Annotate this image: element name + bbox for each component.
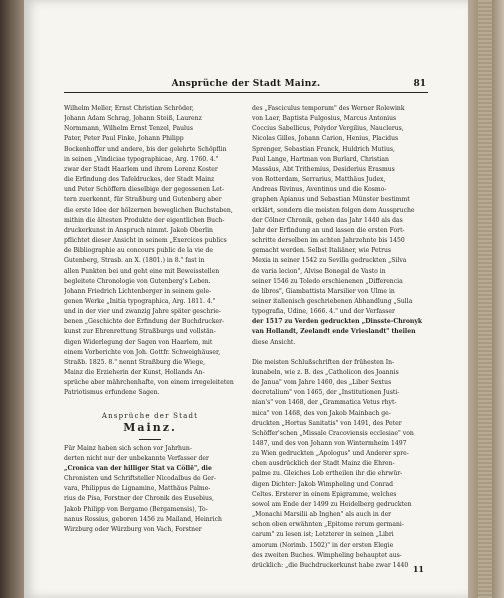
text-line: Paul Lange, Hartman von Burlard, Christian [252, 155, 389, 163]
text-line: mithin die ältesten Produkte der eigentlichen Buch- [64, 216, 225, 224]
text-line: begleitete Chronologie von Gutenberg's Leben. [64, 277, 211, 285]
text-line: Wilhelm Meller, Ernst Christian Schröder, [64, 105, 194, 112]
text-line: Mainz die Erzieherin der Kunst, Hollands An- [64, 369, 205, 377]
page-number: 81 [413, 79, 426, 89]
text-line: genen Werke „Initia typographica, Arg. 1811. 4." [64, 297, 216, 305]
text-line: chen ausdrücklich der Stadt Mainz die Ehren- [252, 460, 395, 468]
text-line: erklärt, sondern die meisten folgen dem Ausspruche [252, 206, 415, 214]
section-rule [139, 439, 161, 440]
right-column [252, 104, 424, 571]
text-line: amorum (Norimb. 1502)" in der ersten Elegie [252, 541, 394, 549]
text-line: Jahr der Erfindung an und lassen die ersten Fort- [252, 226, 405, 234]
book-page [24, 0, 468, 598]
left-column [64, 104, 236, 535]
text-line: „Monachi Marsilii ab Inghen" als auch in der [252, 511, 392, 519]
text-line: des „Fasciculus temporum" des Werner Rolewink [252, 105, 405, 112]
text-line: „Cronica van der hilliger Stat va Cöllē", die [64, 465, 212, 472]
text-line: Coccius Sabellicus, Polydor Vergilius, Nauclerus, [252, 125, 404, 133]
section-name: Mainz. [123, 420, 177, 434]
text-line: typografia, Udine, 1666. 4." und der Verfasser [252, 308, 395, 316]
text-line: seiner italienisch geschriebenen Abhandlung „Sulla [252, 297, 413, 305]
text-line: Celtes. Ersterer in einem Epigramme, welches [252, 490, 397, 498]
text-line: Bockenhoffer und andere, bis der gelehrte Schöpflin [64, 145, 227, 153]
text-line: Die meisten Schlußschriften der frühesten In- [252, 358, 395, 366]
text-line: 1487, und des von Johann von Wintermheim 1497 [252, 440, 407, 447]
left-column-text [64, 104, 236, 399]
text-line: Johann Friedrich Lichtenberger in seinem gele- [64, 287, 212, 295]
text-line: seiner 1546 zu Toledo erschienenen „Differencia [252, 277, 403, 285]
text-line: die Erfindung des Tafeldruckes, der Stadt Mainz [64, 176, 215, 184]
text-line: und in der vier und zwanzig Jahre später geschrie- [64, 308, 221, 316]
text-line: Normmann, Wilhelm Ernst Tenzel, Paulus [64, 125, 194, 133]
text-line: palme zu. Gleiches Lob ertheilen ihr die ehrwür- [252, 470, 403, 478]
text-line: de libros", Giambattista Marsilier von Ulme in [252, 287, 395, 295]
text-line: Wirzburg oder Würzburg von Vach, Forstner [64, 525, 202, 533]
text-line: digen Dichter: Jakob Wimpheling und Conrad [252, 480, 393, 488]
text-line: Nicolas Gilles, Johann Carion, Henius, Placidus [252, 135, 399, 143]
text-line: zu Wien gedruckten „Apologus" und Anderer spre- [252, 450, 409, 458]
text-line: druckten „Hortus Sanitatis" von 1491, des Peter [252, 419, 402, 427]
text-line [252, 348, 424, 358]
text-line: de varia lecion", Alvise Bonegal de Vasto in [252, 267, 386, 275]
text-line: und Peter Schöffern dieselbige der gegossenen Let- [64, 186, 225, 194]
text-line: des zweiten Buches. Wimpheling behauptet aus- [252, 551, 402, 559]
running-title: Ansprüche der Stadt Mainz. [171, 79, 321, 89]
text-line: allen Punkten bei und geht eine mit Beweisstellen [64, 267, 220, 275]
text-line: pflichtet dieser Ansicht in seinem „Exercices publics [64, 237, 227, 245]
text-line: diese Ansicht. [252, 338, 296, 346]
text-line: Mexia in seiner 1542 zu Sevilla gedruckten „Silva [252, 257, 407, 265]
text-line: Chronisten und Schriftsteller Nicodalbus de Ger- [64, 475, 217, 483]
text-line: digen Widerlegung der Sagen von Haarlem, mit [64, 338, 213, 346]
text-line: nanus Rossius, geboren 1456 zu Mailand, Heinrich [64, 515, 222, 523]
text-line: decretalium" von 1465, der „Institutionen Justi- [252, 389, 400, 397]
text-line: Sprenger, Sebastian Franck, Huldrich Mutius, [252, 145, 395, 153]
text-line: vara, Philippus de Lignamine, Matthäus Palme- [64, 485, 211, 493]
text-line: tern zuerkennt, für Straßburg und Gutenberg aber [64, 196, 222, 204]
text-line: von Rotterdam, Serrarius, Matthäus Judex, [252, 176, 386, 184]
text-line: kunabeln, wie z. B. des „Catholicon des Joannis [252, 368, 399, 376]
text-line: kunst zur Ehrenrettung Straßburgs und vollstän- [64, 328, 216, 336]
text-line: de Janua" vom Jahre 1460, des „Liber Sextus [252, 379, 392, 387]
text-line: Straßb. 1825. 8." nennt Straßburg die Wiege, [64, 358, 206, 366]
page-header [64, 78, 428, 93]
text-line: benen „Geschichte der Erfindung der Buchdrucker- [64, 318, 225, 326]
text-line: graphen Apianus und Sebastian Münster bestimmt [252, 196, 410, 204]
text-line: drücklich: „die Buchdruckerkunst habe zwar 1440 [252, 561, 409, 569]
text-line: sowol am Ende der 1499 zu Heidelberg gedruckten [252, 500, 412, 508]
text-line: in seinen „Vindiciae typographicae, Arg. 1760. 4." [64, 155, 219, 163]
text-line: sprüche aber mährchenhafte, von einem irregeleiteten [64, 379, 234, 387]
text-line: gemacht werden. Selbst Italiäner, wie Petrus [252, 247, 392, 255]
text-line: Gutenberg, Strasb. an X. (1801.) in 8." fast in [64, 257, 205, 265]
text-line: nian's" von 1468, der „Grammatica Vetus rhyt- [252, 399, 397, 407]
book-binding-left [0, 0, 24, 598]
text-line: Massäus, Abt Trithemius, Desiderius Erasmus [252, 165, 395, 173]
text-line: Pater, Peter Paul Finke, Johann Philipp [64, 135, 184, 143]
text-line: druckerkunst in Anspruch nimmt. Jakob Oberlin [64, 226, 213, 234]
text-line: Jakob Philipp von Bergamo (Bergamensis), To- [64, 505, 208, 513]
text-line: Patriotismus erfundene Sagen. [64, 389, 160, 397]
text-line: carum" zu lesen ist; Letzterer in seinen „Libri [252, 531, 394, 539]
text-line: van Hollandt, Zeelandt ende Vrieslandt" theilen [252, 328, 416, 336]
text-line: der Cölner Chronik, gehen das Jahr 1440 als das [252, 216, 403, 224]
book-edge-right [468, 0, 504, 598]
signature-mark: 11 [412, 564, 424, 574]
text-line: rius de Pisa, Forstner der Chronik des Eusebius, [64, 495, 214, 503]
right-column-text [252, 104, 424, 571]
text-line: die erste Idee der hölzernen beweglichen Buchstaben, [64, 206, 233, 214]
text-line: Johann Adam Schrag, Johann Steiß, Laurenz [64, 115, 202, 123]
text-line: derten nicht nur der unbekannte Verfasser der [64, 454, 209, 462]
left-column-text-bottom [64, 444, 236, 535]
text-line: von Laer, Baptista Fulgosius, Marcus Antonius [252, 115, 397, 123]
text-line: Schöffer'schen „Missale Cracoviensis ecclesiae" von [252, 429, 414, 437]
text-line: Für Mainz haben sich schon vor Jahrhun- [64, 444, 192, 452]
text-line: der 1517 zu Verden gedruckten „Dinsste-Chronyk [252, 318, 423, 326]
text-line: mica" von 1468, des von Jakob Mainbach ge- [252, 409, 391, 417]
text-line: schon oben erwähnten „Epitome rerum germani- [252, 521, 404, 529]
text-line: de Bibliographie au concours public de la vie de [64, 247, 213, 255]
text-line: einem Vorberichte von Joh. Gottfr. Schweighäuser, [64, 348, 221, 356]
text-line: zwar der Stadt Haarlem und ihrem Lorenz Koster [64, 165, 218, 173]
page-frame [64, 78, 428, 576]
section-heading: Ansprüche der Stadt [101, 411, 199, 420]
text-line: Andreas Rivinus, Aventinus und die Kosmo- [252, 186, 387, 194]
text-line: schritte derselben im achten Jahrzehnte bis 1450 [252, 237, 405, 245]
